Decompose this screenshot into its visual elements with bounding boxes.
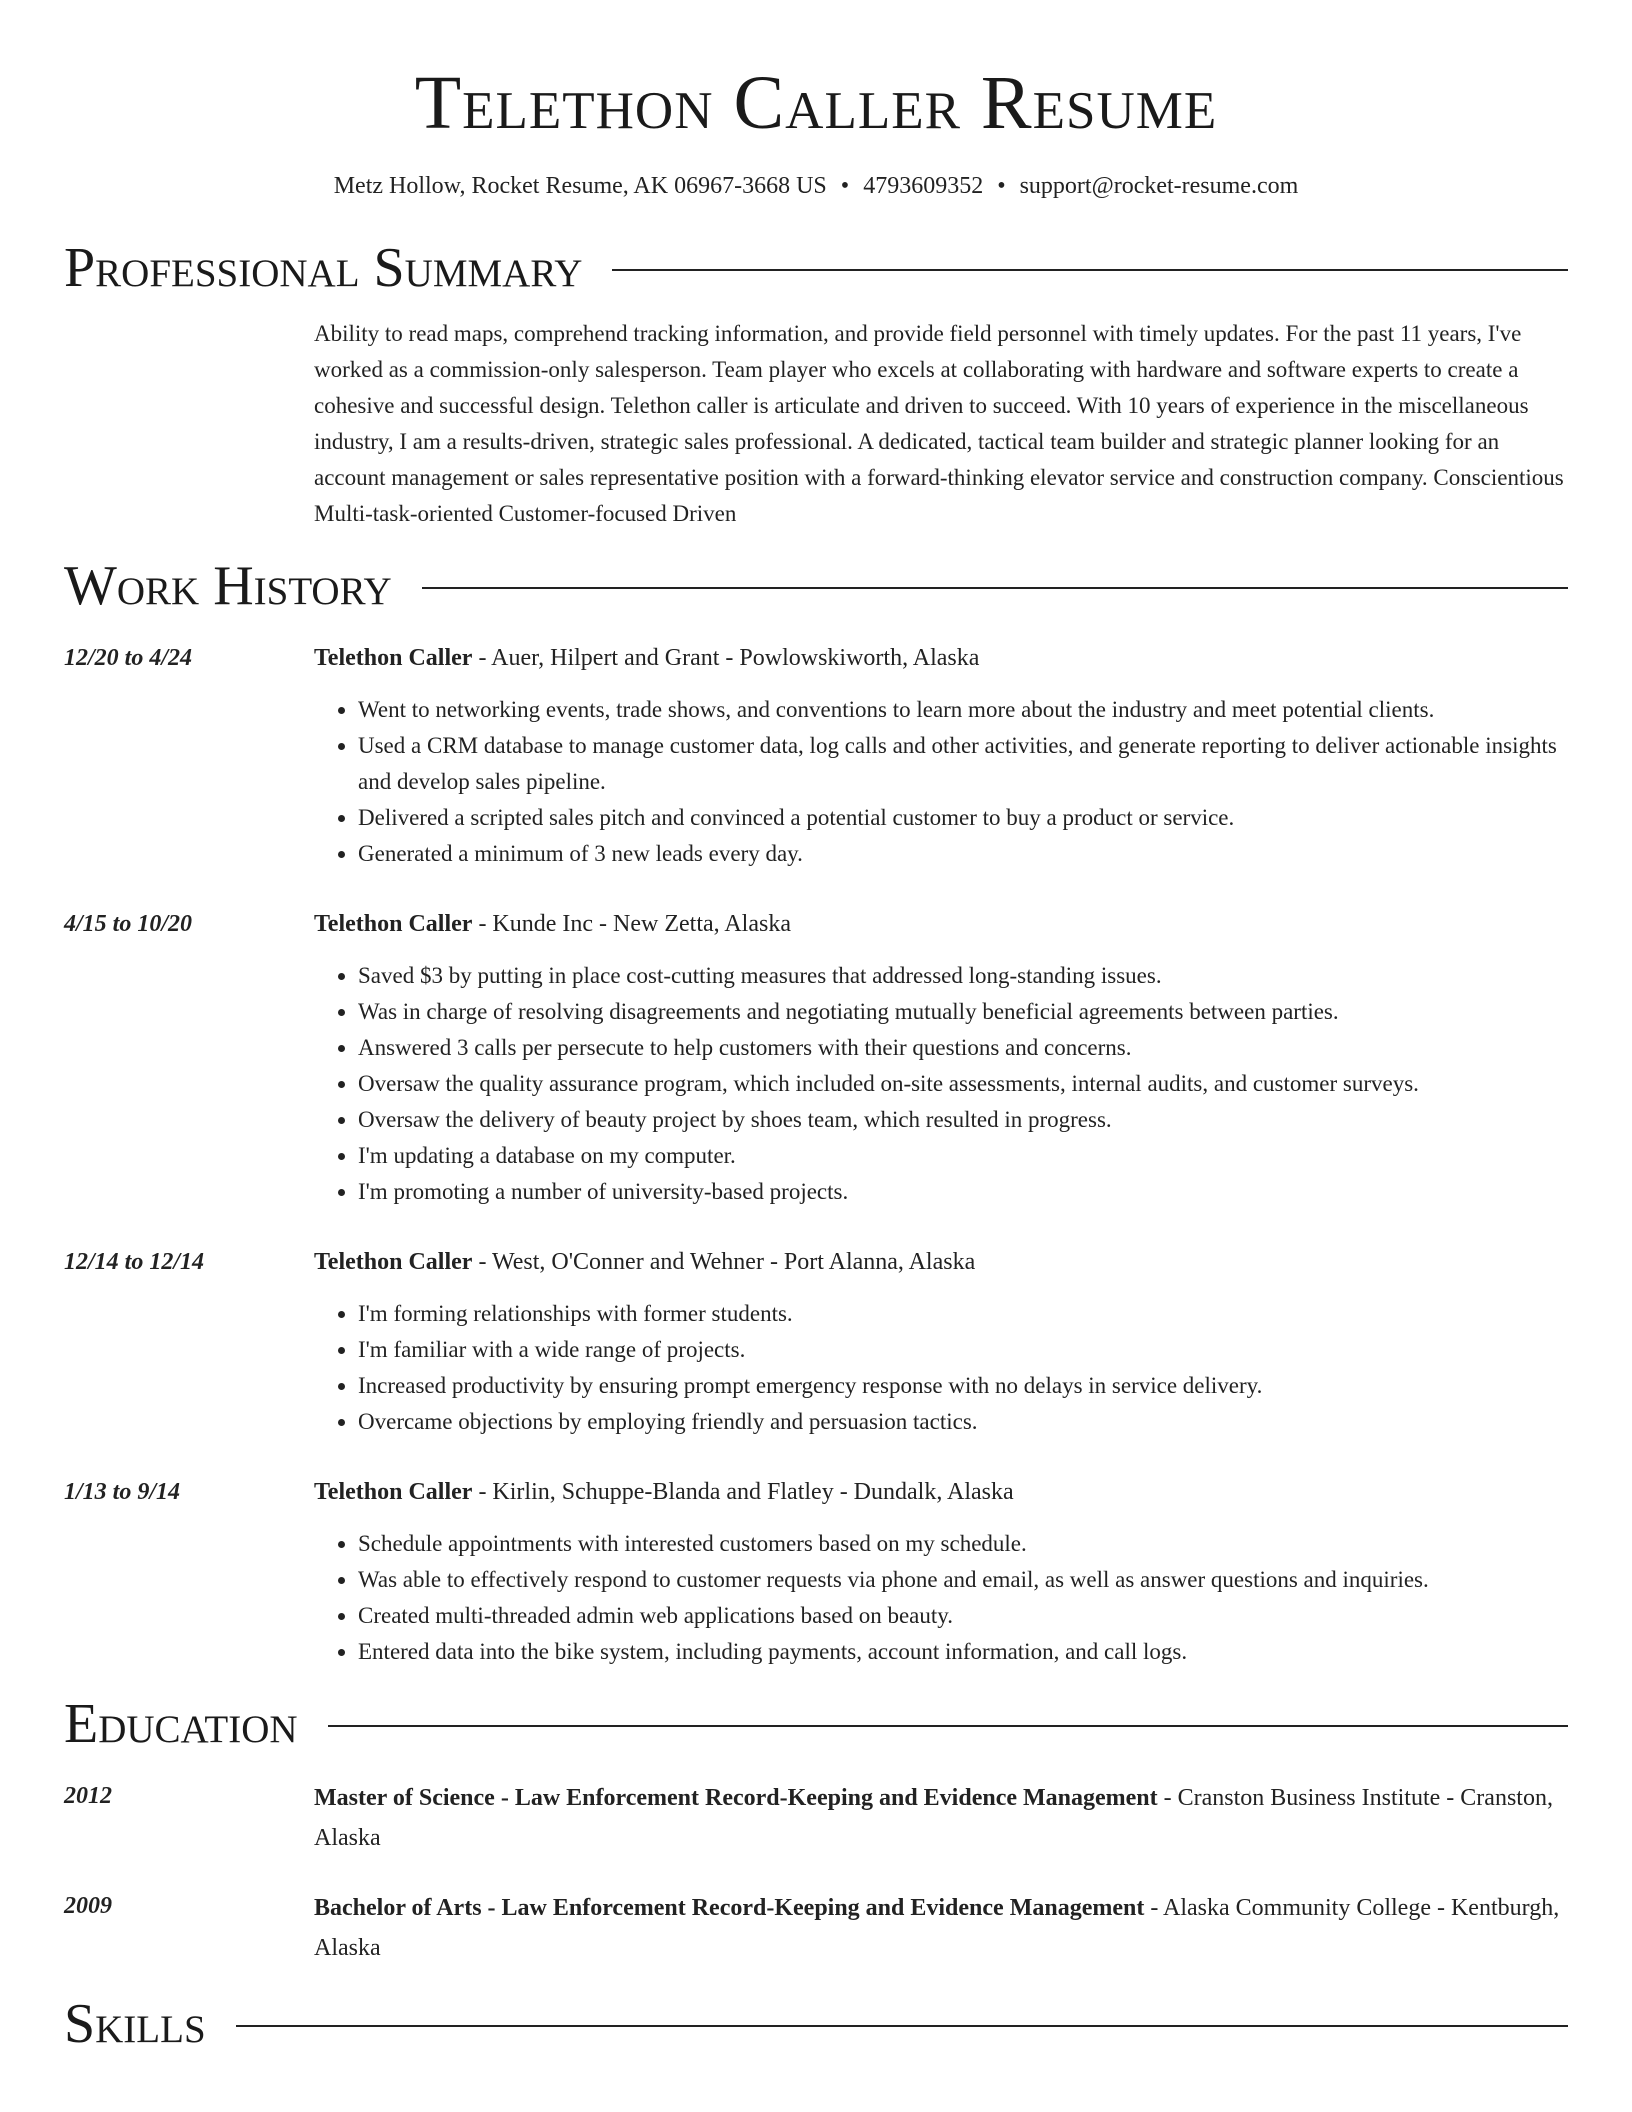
- work-bullets: [314, 1296, 1568, 1440]
- work-bullets: [314, 958, 1568, 1210]
- list-item: • Was able to effectively respond to customer requests via phone and email, as well as answer questions and inquiries.: [358, 1562, 1568, 1598]
- work-role: Telethon Caller: [314, 1249, 473, 1275]
- contact-email[interactable]: support@rocket-resume.com: [1019, 173, 1299, 199]
- education-section-header: [64, 1692, 1568, 1756]
- work-entry: [64, 640, 1568, 872]
- list-item: • Oversaw the delivery of beauty project by shoes team, which resulted in progress.: [358, 1102, 1568, 1138]
- section-divider: [328, 1725, 1568, 1727]
- work-bullets: [314, 1526, 1568, 1670]
- education-degree: Master of Science - Law Enforcement Record-Keeping and Evidence Management: [314, 1785, 1158, 1811]
- list-item: • I'm forming relationships with former students.: [358, 1296, 1568, 1332]
- education-school: - Alaska Community College - Kentburgh, Alaska: [314, 1895, 1560, 1961]
- contact-address: Metz Hollow, Rocket Resume, AK 06967-3668 US: [333, 173, 827, 199]
- contact-separator: •: [997, 173, 1006, 199]
- contact-phone: 4793609352: [863, 173, 984, 199]
- list-item: • Oversaw the quality assurance program, which included on-site assessments, internal audits, and customer surveys.: [358, 1066, 1568, 1102]
- work-entry-body: [314, 906, 1568, 1210]
- education-entry: [64, 1888, 1568, 1968]
- list-item: • Entered data into the bike system, including payments, account information, and call logs.: [358, 1634, 1568, 1670]
- skills-section-title: Skills: [64, 1993, 206, 2055]
- work-entry: [64, 1474, 1568, 1670]
- list-item: • Saved $3 by putting in place cost-cutting measures that addressed long-standing issues.: [358, 958, 1568, 994]
- skills-section-header: [64, 1992, 1568, 2056]
- work-entry-body: [314, 1244, 1568, 1440]
- work-entry: [64, 906, 1568, 1210]
- list-item: • I'm updating a database on my computer.: [358, 1138, 1568, 1174]
- education-year: 2012: [64, 1783, 112, 1809]
- list-item: • Increased productivity by ensuring prompt emergency response with no delays in service delivery.: [358, 1368, 1568, 1404]
- work-section-header: [64, 554, 1568, 618]
- work-heading: [314, 906, 1568, 942]
- work-date: 12/20 to 4/24: [64, 645, 193, 671]
- list-item: • Answered 3 calls per persecute to help customers with their questions and concerns.: [358, 1030, 1568, 1066]
- work-employer: - Kunde Inc - New Zetta, Alaska: [472, 911, 791, 937]
- contact-separator: •: [840, 173, 850, 199]
- list-item: • Overcame objections by employing friendly and persuasion tactics.: [358, 1404, 1568, 1440]
- list-item: • I'm promoting a number of university-based projects.: [358, 1174, 1568, 1210]
- education-degree: Bachelor of Arts - Law Enforcement Record-Keeping and Evidence Management: [314, 1895, 1145, 1921]
- work-entry-body: [314, 640, 1568, 872]
- list-item: • Generated a minimum of 3 new leads every day.: [358, 836, 1568, 872]
- education-section-title: Education: [64, 1693, 298, 1755]
- list-item: • I'm familiar with a wide range of projects.: [358, 1332, 1568, 1368]
- work-heading: [314, 1244, 1568, 1280]
- summary-text: Ability to read maps, comprehend tracking information, and provide field personnel with timely updates. For the past 11 years, I've worked as a commission-only salesperson. Team player who excels at collaborating with hardware and software experts to create a cohesive and successful design. Telethon caller is articulate and driven to succeed. With 10 years of experience in the miscellaneous industry, I am a results-driven, strategic sales professional. A dedicated, tactical team builder and strategic planner looking for an account management or sales representative position with a forward-thinking elevator service and construction company. Conscientious Multi-task-oriented Customer-focused Driven: [314, 321, 1564, 526]
- education-entry-body: [314, 1778, 1568, 1858]
- work-role: Telethon Caller: [314, 1479, 473, 1505]
- list-item: • Delivered a scripted sales pitch and convinced a potential customer to buy a product or service.: [358, 800, 1568, 836]
- education-year: 2009: [64, 1893, 112, 1919]
- list-item: • Created multi-threaded admin web applications based on beauty.: [358, 1598, 1568, 1634]
- education-entry-body: [314, 1888, 1568, 1968]
- work-date: 1/13 to 9/14: [64, 1479, 181, 1505]
- list-item: • Used a CRM database to manage customer data, log calls and other activities, and generate reporting to deliver actionable insights and develop sales pipeline.: [358, 728, 1568, 800]
- list-item: • Was in charge of resolving disagreements and negotiating mutually beneficial agreements between parties.: [358, 994, 1568, 1030]
- work-employer: - Kirlin, Schuppe-Blanda and Flatley - Dundalk, Alaska: [472, 1479, 1014, 1505]
- section-divider: [612, 269, 1568, 271]
- work-employer: - West, O'Conner and Wehner - Port Alanna, Alaska: [472, 1249, 976, 1275]
- work-employer: - Auer, Hilpert and Grant - Powlowskiworth, Alaska: [472, 645, 980, 671]
- work-entry: [64, 1244, 1568, 1440]
- section-divider: [422, 587, 1568, 589]
- list-item: • Schedule appointments with interested customers based on my schedule.: [358, 1526, 1568, 1562]
- section-divider: [236, 2025, 1568, 2027]
- work-role: Telethon Caller: [314, 911, 473, 937]
- summary-section-header: [64, 236, 1568, 300]
- resume-title: Telethon Caller Resume: [414, 61, 1218, 145]
- work-section-title: Work History: [64, 555, 392, 617]
- work-date: 4/15 to 10/20: [64, 911, 193, 937]
- education-school: - Cranston Business Institute - Cranston, Alaska: [314, 1785, 1553, 1851]
- contact-line: [64, 170, 1568, 202]
- work-heading: [314, 1474, 1568, 1510]
- list-item: • Went to networking events, trade shows, and conventions to learn more about the industry and meet potential clients.: [358, 692, 1568, 728]
- work-date: 12/14 to 12/14: [64, 1249, 205, 1275]
- work-entry-body: [314, 1474, 1568, 1670]
- work-heading: [314, 640, 1568, 676]
- work-role: Telethon Caller: [314, 645, 473, 671]
- resume-page: [64, 0, 1568, 2056]
- education-entry: [64, 1778, 1568, 1858]
- work-bullets: [314, 692, 1568, 872]
- summary-section-title: Professional Summary: [64, 237, 583, 299]
